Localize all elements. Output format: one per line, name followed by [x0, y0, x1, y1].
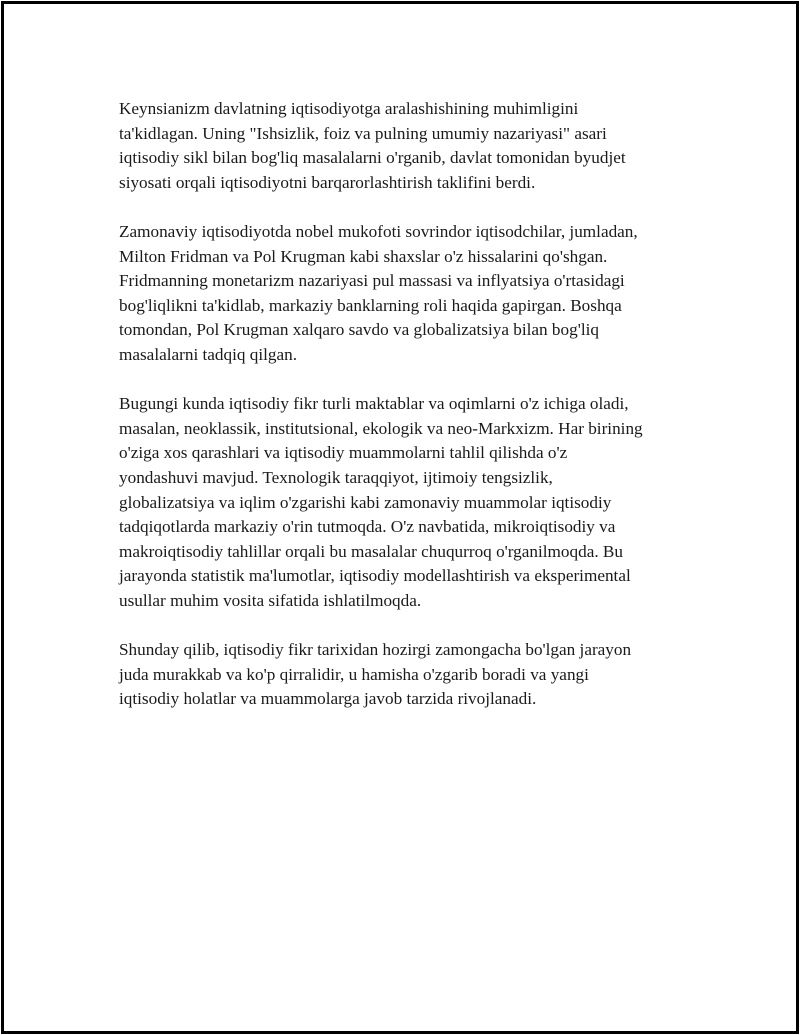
paragraph-schools-of-thought — [119, 392, 699, 613]
paragraph-keynesianism — [119, 97, 699, 195]
text-line: tadqiqotlarda markaziy o'rin tutmoqda. O'z navbatida, mikroiqtisodiy va — [119, 517, 616, 537]
text-line: iqtisodiy sikl bilan bog'liq masalalarni o'rganib, davlat tomonidan byudjet — [119, 148, 626, 168]
document-page — [1, 1, 799, 1034]
text-line: Milton Fridman va Pol Krugman kabi shaxslar o'z hissalarini qo'shgan. — [119, 246, 608, 266]
text-line: tomondan, Pol Krugman xalqaro savdo va globalizatsiya bilan bog'liq — [119, 320, 599, 340]
text-line: jarayonda statistik ma'lumotlar, iqtisodiy modellashtirish va eksperimental — [119, 566, 631, 586]
paragraph-conclusion — [119, 638, 699, 712]
text-line: Bugungi kunda iqtisodiy fikr turli maktablar va oqimlarni o'z ichiga oladi, — [119, 394, 629, 414]
text-line: ta'kidlagan. Uning "Ishsizlik, foiz va pulning umumiy nazariyasi" asari — [119, 123, 607, 143]
paragraph-modern-economists — [119, 220, 699, 368]
text-line: iqtisodiy holatlar va muammolarga javob tarzida rivojlanadi. — [119, 689, 537, 709]
text-line: masalan, neoklassik, institutsional, ekologik va neo-Markxizm. Har birining — [119, 418, 643, 438]
text-line: bog'liqlikni ta'kidlab, markaziy banklarning roli haqida gapirgan. Boshqa — [119, 295, 622, 315]
text-line: siyosati orqali iqtisodiyotni barqarorlashtirish taklifini berdi. — [119, 172, 536, 192]
text-line: yondashuvi mavjud. Texnologik taraqqiyot, ijtimoiy tengsizlik, — [119, 467, 553, 487]
text-line: Shunday qilib, iqtisodiy fikr tarixidan hozirgi zamongacha bo'lgan jarayon — [119, 640, 632, 660]
text-line: masalalarni tadqiq qilgan. — [119, 344, 298, 364]
text-line: globalizatsiya va iqlim o'zgarishi kabi zamonaviy muammolar iqtisodiy — [119, 492, 612, 512]
text-line: Fridmanning monetarizm nazariyasi pul massasi va inflyatsiya o'rtasidagi — [119, 271, 625, 291]
text-line: Keynsianizm davlatning iqtisodiyotga aralashishining muhimligini — [119, 99, 579, 118]
text-line: usullar muhim vosita sifatida ishlatilmoqda. — [119, 590, 422, 610]
text-line: Zamonaviy iqtisodiyotda nobel mukofoti sovrindor iqtisodchilar, jumladan, — [119, 221, 638, 241]
text-line: juda murakkab va ko'p qirralidir, u hamisha o'zgarib boradi va yangi — [119, 664, 589, 684]
text-line: o'ziga xos qarashlari va iqtisodiy muammolarni tahlil qilishda o'z — [119, 443, 568, 463]
text-line: makroiqtisodiy tahlillar orqali bu masalalar chuqurroq o'rganilmoqda. Bu — [119, 541, 623, 561]
document-body — [119, 97, 699, 736]
